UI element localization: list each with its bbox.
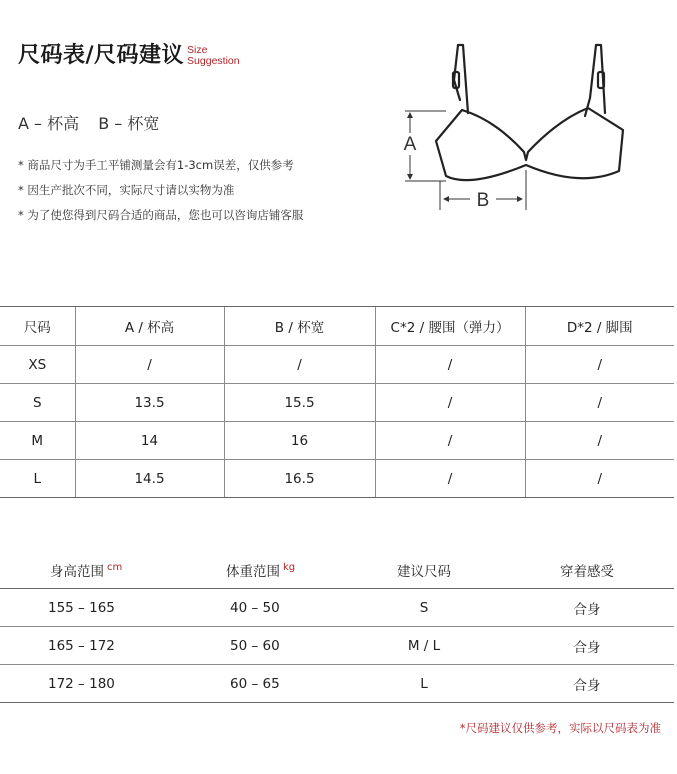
a-arrow-head-bottom [407, 174, 413, 180]
waist-cell: / [375, 422, 525, 460]
leg-cell: / [525, 346, 674, 384]
cup-width-cell: 15.5 [224, 384, 375, 422]
measurement-legend [18, 111, 173, 134]
fit-cell: 合身 [500, 665, 674, 703]
subtitle-line-1: Size [187, 43, 208, 56]
table-row [0, 460, 674, 498]
leg-cell: / [525, 422, 674, 460]
b-arrow-head-left [443, 196, 449, 202]
size-cell: XS [0, 346, 75, 384]
leg-cell: / [525, 460, 674, 498]
height-cell: 165 – 172 [0, 627, 200, 665]
page-title: 尺码表/尺码建议 [18, 43, 185, 68]
weight-cell: 60 – 65 [200, 665, 348, 703]
bra-outline [436, 108, 623, 180]
table-row [0, 627, 674, 665]
footnote: *尺码建议仅供参考，实际以尺码表为准 [459, 721, 661, 735]
leg-cell: / [525, 384, 674, 422]
table-row [0, 422, 674, 460]
suggest-table-header [0, 552, 674, 589]
table-row [0, 665, 674, 703]
weight-cell: 50 – 60 [200, 627, 348, 665]
waist-cell: / [375, 384, 525, 422]
leg-col-header: D*2 / 脚围 [525, 307, 674, 346]
table-row [0, 589, 674, 627]
suggested-size-cell: L [348, 665, 500, 703]
note-3: * 为了使您得到尺码合适的商品，您也可以咨询店铺客服 [18, 208, 304, 222]
weight-unit: kg [283, 562, 296, 573]
waist-col-header: C*2 / 腰围（弹力） [375, 307, 525, 346]
table-row [0, 346, 674, 384]
size-table [0, 306, 674, 498]
bra-measurement-diagram [400, 38, 640, 218]
note-2: * 因生产批次不同，实际尺寸请以实物为准 [18, 183, 235, 197]
size-cell: S [0, 384, 75, 422]
subtitle-line-2: Suggestion [187, 54, 240, 67]
waist-cell: / [375, 346, 525, 384]
header [18, 38, 240, 69]
size-col-header: 尺码 [0, 307, 75, 346]
suggested-size-col-header: 建议尺码 [348, 552, 500, 589]
legend-b: B – 杯宽 [98, 114, 160, 133]
label-a: A [403, 134, 417, 155]
right-strap-inner [585, 45, 596, 116]
table-row [0, 384, 674, 422]
fit-cell: 合身 [500, 589, 674, 627]
height-unit: cm [107, 562, 123, 573]
waist-cell: / [375, 460, 525, 498]
right-strap-adjuster [598, 72, 604, 88]
size-suggestion-table [0, 552, 674, 703]
b-arrow-head-right [517, 196, 523, 202]
fit-cell: 合身 [500, 627, 674, 665]
size-cell: L [0, 460, 75, 498]
page-subtitle [187, 45, 240, 67]
note-1: * 商品尺寸为手工平铺测量会有1-3cm误差，仅供参考 [18, 158, 294, 172]
cup-height-cell: 13.5 [75, 384, 224, 422]
cup-width-cell: 16 [224, 422, 375, 460]
suggested-size-cell: S [348, 589, 500, 627]
height-cell: 155 – 165 [0, 589, 200, 627]
weight-col-header [200, 552, 348, 589]
cup-height-cell: / [75, 346, 224, 384]
cup-width-cell: 16.5 [224, 460, 375, 498]
a-arrow-head-top [407, 112, 413, 118]
cup-width-cell: / [224, 346, 375, 384]
notes [18, 153, 303, 228]
cup-height-cell: 14 [75, 422, 224, 460]
weight-col-label: 体重范围 [226, 564, 280, 580]
size-cell: M [0, 422, 75, 460]
cup-height-cell: 14.5 [75, 460, 224, 498]
size-table-header [0, 307, 674, 346]
height-cell: 172 – 180 [0, 665, 200, 703]
cup-height-col-header: A / 杯高 [75, 307, 224, 346]
suggested-size-cell: M / L [348, 627, 500, 665]
fit-col-header: 穿着感受 [500, 552, 674, 589]
weight-cell: 40 – 50 [200, 589, 348, 627]
label-b: B [476, 190, 490, 211]
height-col-header [0, 552, 200, 589]
height-col-label: 身高范围 [50, 564, 104, 580]
cup-width-col-header: B / 杯宽 [224, 307, 375, 346]
legend-a: A – 杯高 [18, 114, 80, 133]
